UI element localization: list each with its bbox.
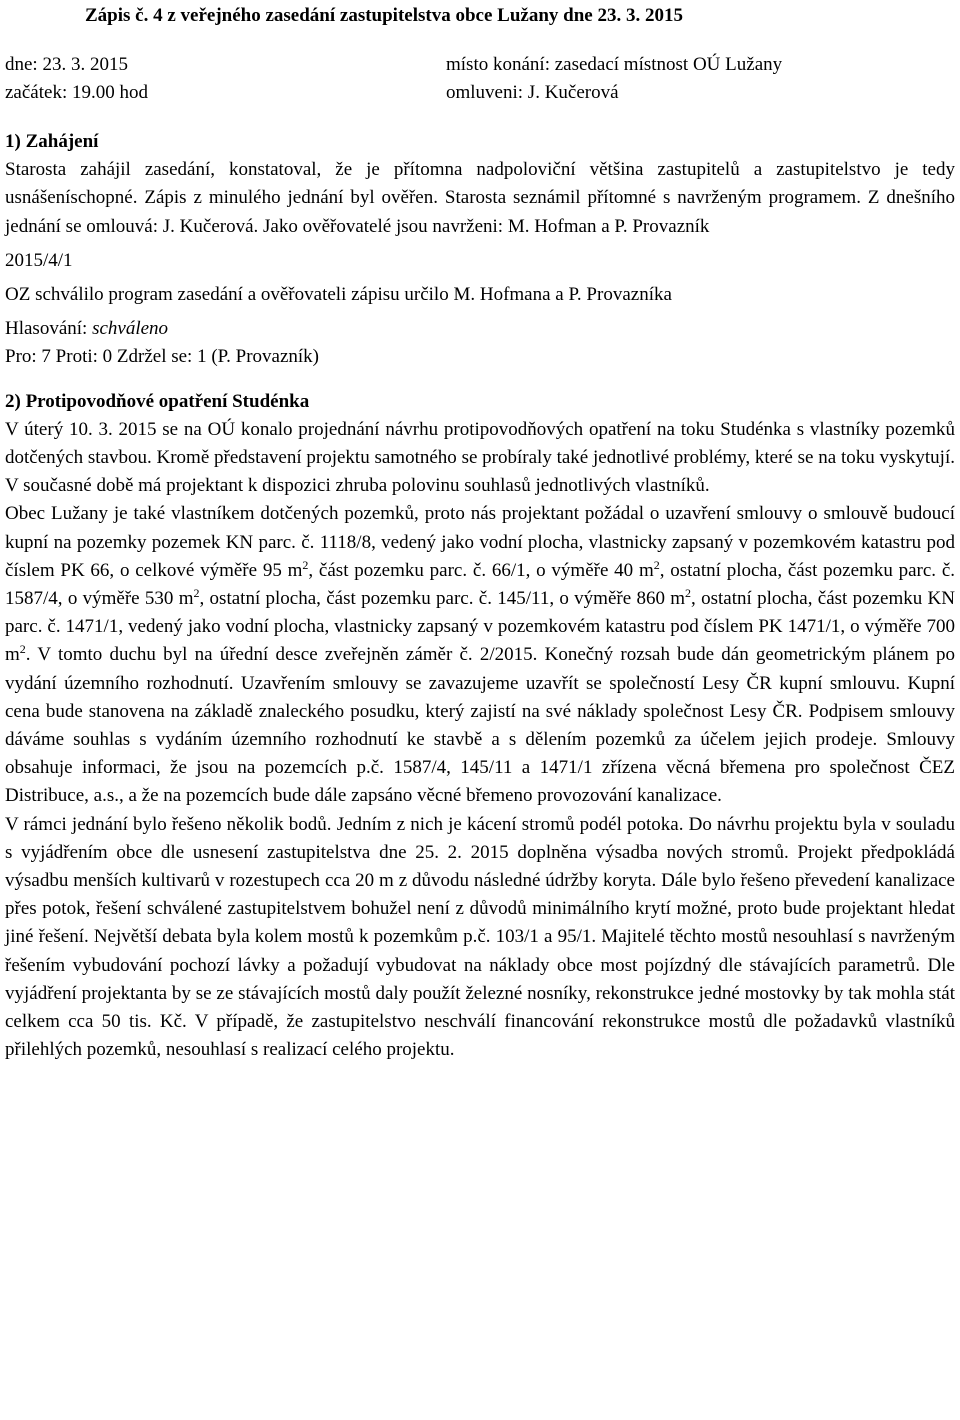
superscript-2: 2 [653, 557, 660, 572]
vote-result: schváleno [92, 318, 169, 340]
resolution-text: OZ schválilo program zasedání a ověřovateli zápisu určilo M. Hofmana a P. Provazníka [5, 284, 672, 306]
section-2-paragraph-1: V úterý 10. 3. 2015 se na OÚ konalo projednání návrhu protipovodňových opatření na toku Studénka s vlastníky pozemků dotčených stavbou. Kromě představení projektu samotného se probíraly také jednotlivé problémy, které se na toku vyskytují. V současné době má projektant k dispozici zhruba polovinu souhlasů jednotlivých vlastníků. [5, 418, 955, 497]
vote-counts: Pro: 7 Proti: 0 Zdržel se: 1 (P. Provazník) [5, 346, 319, 368]
section-1-heading: 1) Zahájení [5, 131, 99, 152]
paragraph-2-part-b: , část pozemku parc. č. 66/1, o výměře 40 m [308, 559, 654, 581]
paragraph-2-part-e: , ostatní plocha, část pozemku KN parc. č. 1471/1, vedený jako vodní plocha, vlastnicky zapsaný v pozemkovém katastru pod číslem PK 1471/1, o výměře 700 m [5, 588, 956, 666]
section-2-heading: 2) Protipovodňové opatření Studénka [5, 390, 310, 412]
paragraph-2-part-d: , ostatní plocha, část pozemku parc. č. 145/11, o výměře 860 m [199, 588, 686, 610]
vote-line [5, 315, 955, 343]
meeting-place: místo konání: zasedací místnost OÚ Lužany [446, 54, 783, 75]
section-2-paragraph-3: V rámci jednání bylo řešeno několik bodů. Jedním z nich je kácení stromů podél potoka. Do návrhu projektu byla v souladu s vyjádřením obce dle usnesení zastupitelstva dne 25. 2. 2015 doplněna výsadba nových stromů. Projekt předpokládá výsadbu menších kultivarů v rozestupech cca 20 m z důvodu následné údržby koryta. Dále bylo řešeno převedení kanalizace přes potok, řešení schválené zastupitelstvem bohužel není z důvodů minimálního krytí možné, proto bude projektant hledat jiné řešení. Největší debata byla kolem mostů k pozemkům p.č. 103/1 a 95/1. Majitelé těchto mostů nesouhlasí s navrženým řešením vybudování pochozí lávky a požadují vybudovat na náklady obce most pojízdný dle stávajících parametrů. Dle vyjádření projektanta by se ze stávajících mostů daly použít železné nosníky, rekonstrukce jedné mostovky by tak mohla stát celkem cca 50 tis. Kč. V případě, že zastupitelstvo neschválí financování rekonstrukce mostů dle požadavků vlastníků přilehlých pozemků, nesouhlasí s realizací celého projektu. [5, 813, 955, 1061]
section-2-paragraph-2 [5, 500, 955, 810]
meeting-date: dne: 23. 3. 2015 [5, 54, 128, 75]
superscript-2: 2 [19, 642, 26, 657]
superscript-2: 2 [302, 557, 309, 572]
vote-label: Hlasování: [5, 318, 93, 340]
superscript-2: 2 [193, 586, 200, 601]
paragraph-2-part-c: , ostatní plocha, část pozemku parc. č. 1587/4, o výměře 530 m [5, 559, 956, 610]
resolution-number: 2015/4/1 [5, 249, 73, 271]
document-title: Zápis č. 4 z veřejného zasedání zastupitelstva obce Lužany dne 23. 3. 2015 [85, 5, 683, 26]
paragraph-2-part-a: Obec Lužany je také vlastníkem dotčených pozemků, proto nás projektant požádal o uzavření smlouvy o smlouvě budoucí kupní na pozemky pozemek KN parc. č. 1118/8, vedený jako vodní plocha, vlastnicky zapsaný v pozemkovém katastru pod číslem PK 66, o celkové výměře 95 m [5, 503, 955, 581]
meta-left-column [5, 51, 148, 107]
document-page [5, 0, 955, 1065]
meeting-meta [5, 51, 955, 107]
section-1-text: Starosta zahájil zasedání, konstatoval, že je přítomna nadpoloviční většina zastupitelů a zastupitelstvo je tedy usnášeníschopné. Zápis z minulého jednání byl ověřen. Starosta seznámil přítomné s navrženým programem. Z dnešního jednání se omlouvá: J. Kučerová. Jako ověřovatelé jsou navrženi: M. Hofman a P. Provazník [5, 159, 955, 237]
meeting-excused: omluveni: J. Kučerová [446, 82, 619, 103]
meeting-start: začátek: 19.00 hod [5, 82, 148, 103]
superscript-2: 2 [685, 586, 692, 601]
meta-right-column [446, 51, 782, 107]
paragraph-2-part-f: . V tomto duchu byl na úřední desce zveřejněn záměr č. 2/2015. Konečný rozsah bude dán geometrickým plánem po vydání územního rozhodnutí. Uzavřením smlouvy se zavazujeme uzavřít se společností Lesy ČR kupní smlouvu. Kupní cena bude stanovena na základě znaleckého posudku, který zajistí na své náklady společnost Lesy ČR. Podpisem smlouvy dáváme souhlas s vydáním územního rozhodnutí ke stavbě a s dělením pozemků za účelem jejich prodeje. Smlouvy obsahuje informaci, že jsou na pozemcích p.č. 1587/4, 145/11 a 1471/1 zřízena věcná břemena pro společnost ČEZ Distribuce, a.s., a že na pozemcích bude dále zapsáno věcné břemeno provozování kanalizace. [5, 644, 955, 807]
